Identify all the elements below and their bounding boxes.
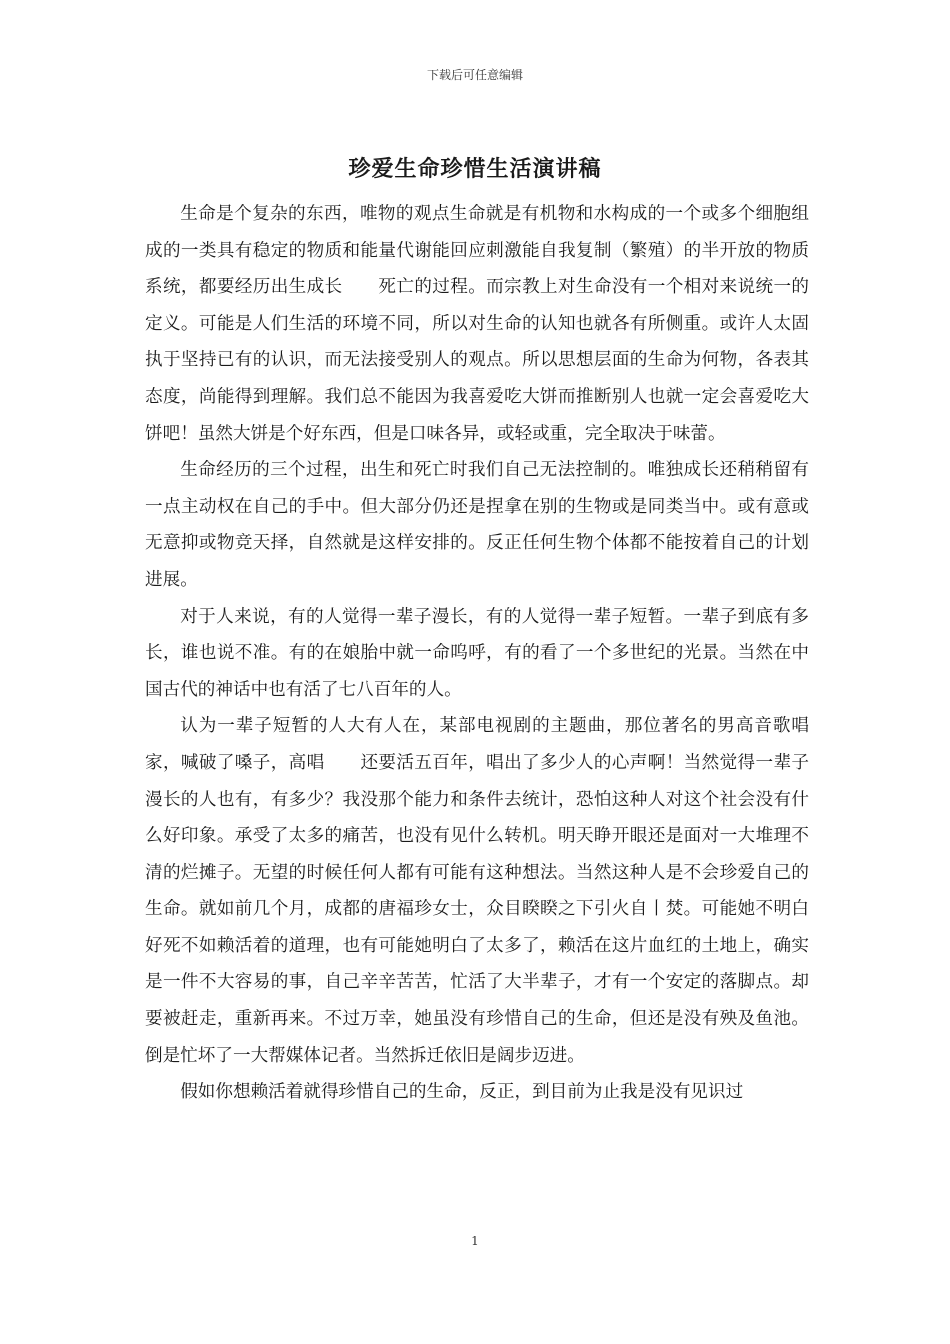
- paragraph-4: 认为一辈子短暂的人大有人在，某部电视剧的主题曲，那位著名的男高音歌唱家，喊破了嗓子，高唱 还要活五百年，唱出了多少人的心声啊！当然觉得一辈子漫长的人也有，有多少？我没那个能力和条件去统计，恐怕这种人对这个社会没有什么好印象。承受了太多的痛苦，也没有见什么转机。明天睁开眼还是面对一大堆理不清的烂摊子。无望的时候任何人都有可能有这种想法。当然这种人是不会珍爱自己的生命。就如前几个月，成都的唐福珍女士，众目睽睽之下引火自丨焚。可能她不明白好死不如赖活着的道理，也有可能她明白了太多了，赖活在这片血红的土地上，确实是一件不大容易的事，自己辛辛苦苦，忙活了大半辈子，才有一个安定的落脚点。却要被赶走，重新再来。不过万幸，她虽没有珍惜自己的生命，但还是没有殃及鱼池。倒是忙坏了一大帮媒体记者。当然拆迁依旧是阔步迈进。: [145, 716, 809, 1066]
- paragraph-3: 对于人来说，有的人觉得一辈子漫长，有的人觉得一辈子短暂。一辈子到底有多长，谁也说不准。有的在娘胎中就一命呜呼，有的看了一个多世纪的光景。当然在中国古代的神话中也有活了七八百年的人。: [145, 606, 809, 700]
- paragraph-2: 生命经历的三个过程，出生和死亡时我们自己无法控制的。唯独成长还稍稍留有一点主动权在自己的手中。但大部分仍还是捏拿在别的生物或是同类当中。或有意或无意抑或物竞天择，自然就是这样安排的。反正任何生物个体都不能按着自己的计划进展。: [145, 460, 809, 590]
- paragraph-1: 生命是个复杂的东西，唯物的观点生命就是有机物和水构成的一个或多个细胞组成的一类具有稳定的物质和能量代谢能回应刺激能自我复制（繁殖）的半开放的物质系统，都要经历出生成长 死亡的过程。而宗教上对生命没有一个相对来说统一的定义。可能是人们生活的环境不同，所以对生命的认知也就各有所侧重。或许人太固执于坚持已有的认识，而无法接受别人的观点。所以思想层面的生命为何物，各表其态度，尚能得到理解。我们总不能因为我喜爱吃大饼而推断别人也就一定会喜爱吃大饼吧！虽然大饼是个好东西，但是口味各异，或轻或重，完全取决于味蕾。: [145, 204, 809, 444]
- document-title: 珍爱生命珍惜生活演讲稿: [348, 156, 602, 182]
- paragraph-5: 假如你想赖活着就得珍惜自己的生命，反正，到目前为止我是没有见识过: [180, 1082, 744, 1103]
- page-header: 下载后可任意编辑: [426, 68, 523, 82]
- document-body: [145, 196, 809, 1111]
- page-number: 1: [471, 1234, 479, 1248]
